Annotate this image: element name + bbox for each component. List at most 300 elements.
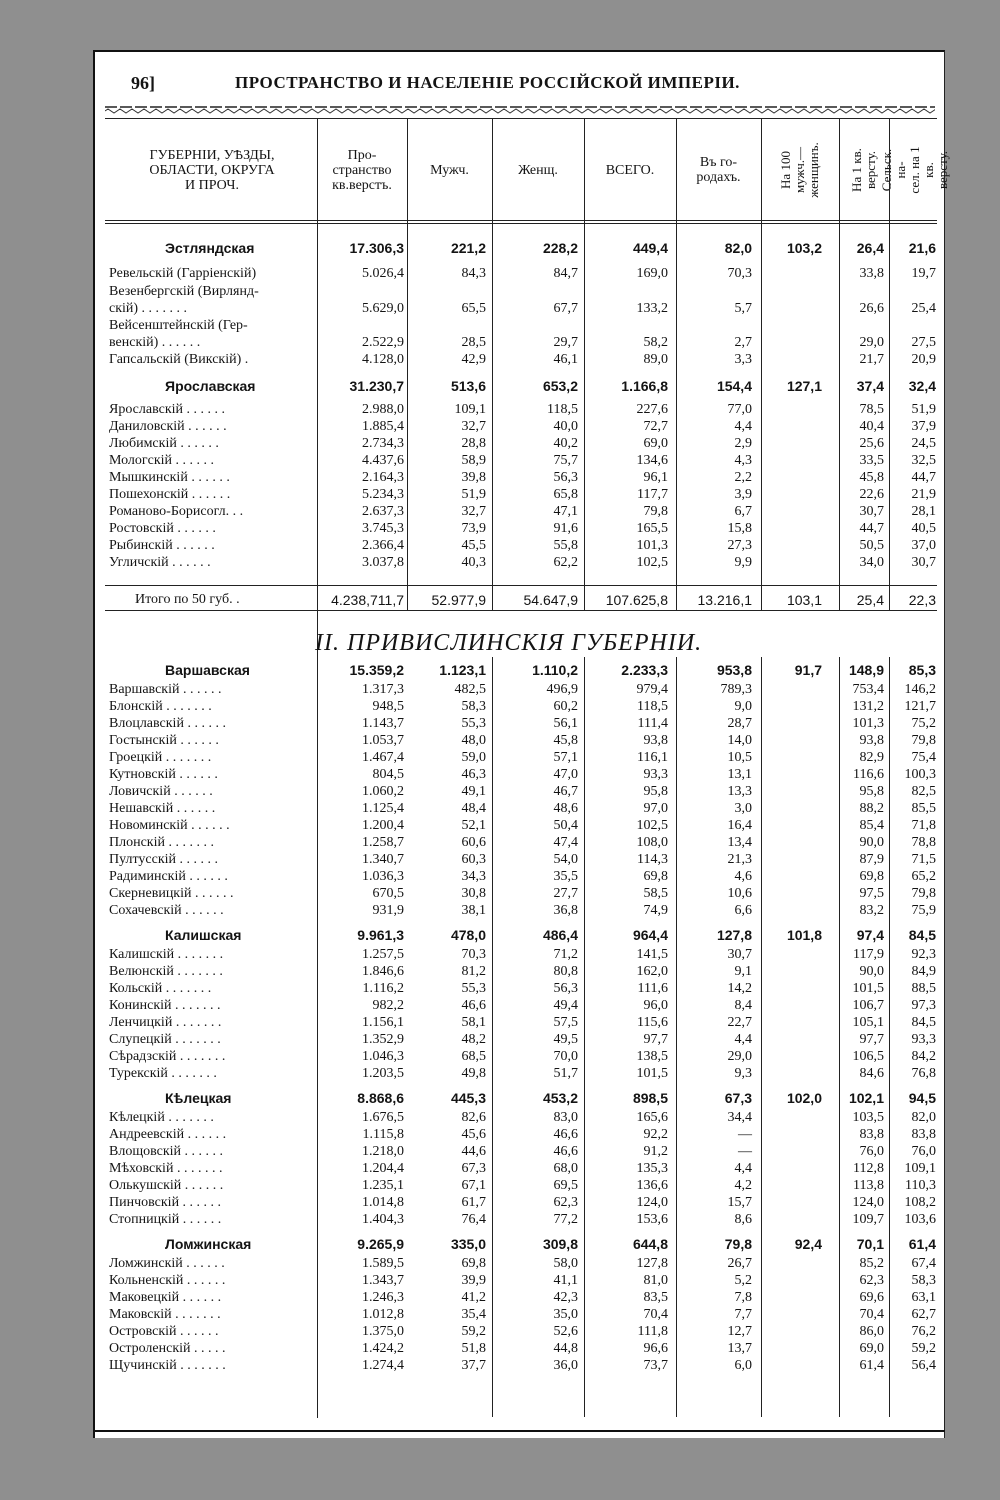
cell-density: 105,1 <box>852 1015 884 1030</box>
cell-area: 1.116,2 <box>362 981 404 996</box>
cell-female: 80,8 <box>553 964 578 979</box>
cell-towns: 10,5 <box>727 750 752 765</box>
row-name: Ревельскій (Гарріенскій) <box>109 266 257 281</box>
cell-total: 116,1 <box>637 750 668 765</box>
cell-area: 1.846,6 <box>362 964 404 979</box>
cell-density: 117,9 <box>853 947 884 962</box>
cell-density: 50,5 <box>859 538 884 553</box>
cell-density: 44,7 <box>859 521 884 536</box>
table-row <box>95 1256 944 1273</box>
cell-rural: 44,7 <box>911 470 936 485</box>
row-name: Угличскій . . . . . . <box>109 555 211 570</box>
row-rule <box>105 610 937 611</box>
cell-female: 67,7 <box>553 301 578 316</box>
cell-total: 111,4 <box>637 716 668 731</box>
cell-male: 51,8 <box>461 1341 486 1356</box>
table-row <box>95 716 944 733</box>
header-female: Женщ. <box>518 162 558 178</box>
cell-male: 28,8 <box>461 436 486 451</box>
cell-male: 84,3 <box>461 266 486 281</box>
cell-rural: 51,9 <box>911 402 936 417</box>
cell-female: 70,0 <box>553 1049 578 1064</box>
cell-towns: 14,0 <box>727 733 752 748</box>
cell-density: 109,7 <box>852 1212 884 1227</box>
cell-total: 136,6 <box>636 1178 668 1193</box>
row-name: Мѣховскій . . . . . . . <box>109 1161 223 1176</box>
cell-area: 1.014,8 <box>362 1195 404 1210</box>
cell-total: 115,6 <box>637 1015 668 1030</box>
row-name: Ловичскій . . . . . . <box>109 784 213 799</box>
cell-rural: 65,2 <box>911 869 936 884</box>
cell-total: 97,0 <box>643 801 668 816</box>
row-name: Маковецкій . . . . . . <box>109 1290 222 1305</box>
table-row <box>95 1290 944 1307</box>
section-title: II. ПРИВИСЛИНСКІЯ ГУБЕРНІИ. <box>315 630 703 656</box>
cell-area: 948,5 <box>372 699 404 714</box>
table-row <box>95 453 944 470</box>
row-name: Плонскій . . . . . . . <box>109 835 214 850</box>
cell-towns: 4,6 <box>734 869 752 884</box>
cell-male: 40,3 <box>461 555 486 570</box>
cell-male: 44,6 <box>461 1144 486 1159</box>
cell-female: 65,8 <box>553 487 578 502</box>
cell-female: 56,1 <box>553 716 578 731</box>
cell-total: 93,3 <box>643 767 668 782</box>
cell-towns: 9,3 <box>734 1066 752 1081</box>
cell-total: 69,0 <box>643 436 668 451</box>
row-name: Стопницкій . . . . . . <box>109 1212 222 1227</box>
cell-rural: 121,7 <box>904 699 936 714</box>
cell-per100: 92,4 <box>794 1236 822 1252</box>
cell-area: 1.375,0 <box>362 1324 404 1339</box>
cell-area: 5.026,4 <box>362 266 404 281</box>
row-name: Мологскій . . . . . . <box>109 453 215 468</box>
cell-total: 162,0 <box>636 964 668 979</box>
row-name: Вейсенштейнскій (Гер- <box>109 318 248 333</box>
row-name: Кольненскій . . . . . . <box>109 1273 226 1288</box>
cell-area: 1.115,8 <box>362 1127 404 1142</box>
cell-towns: 2,2 <box>734 470 752 485</box>
table-row <box>95 419 944 436</box>
header-name: ГУБЕРНІИ, УѢЗДЫ, ОБЛАСТИ, ОКРУГА И ПРОЧ. <box>149 147 275 193</box>
cell-rural: 84,5 <box>908 927 936 943</box>
running-title: ПРОСТРАНСТВО И НАСЕЛЕНІЕ РОССІЙСКОЙ ИМПЕРІИ. <box>235 73 740 92</box>
cell-female: 57,1 <box>553 750 578 765</box>
cell-density: 101,3 <box>852 716 884 731</box>
cell-total: 107.625,8 <box>605 592 668 608</box>
table-row <box>95 538 944 555</box>
cell-rural: 75,2 <box>911 716 936 731</box>
cell-area: 1.156,1 <box>362 1015 404 1030</box>
cell-towns: 4,2 <box>734 1178 752 1193</box>
table-row <box>95 266 944 283</box>
cell-rural: 76,0 <box>911 1144 936 1159</box>
header-total: ВСЕГО. <box>605 162 655 178</box>
cell-male: 49,8 <box>461 1066 486 1081</box>
row-name: Кѣлецкій . . . . . . . <box>109 1110 214 1125</box>
cell-female: 62,2 <box>553 555 578 570</box>
cell-towns: 15,8 <box>727 521 752 536</box>
cell-total: 127,8 <box>636 1256 668 1271</box>
cell-male: 67,1 <box>461 1178 486 1193</box>
cell-rural: 110,3 <box>905 1178 936 1193</box>
cell-total: 165,6 <box>636 1110 668 1125</box>
cell-density: 30,7 <box>859 504 884 519</box>
cell-rural: 61,4 <box>908 1236 936 1252</box>
cell-rural: 19,7 <box>911 266 936 281</box>
governorate-row <box>95 1090 944 1107</box>
cell-total: 96,1 <box>643 470 668 485</box>
cell-female: 83,0 <box>553 1110 578 1125</box>
cell-rural: 63,1 <box>911 1290 936 1305</box>
cell-male: 1.123,1 <box>439 662 486 678</box>
cell-male: 221,2 <box>450 240 486 256</box>
cell-density: 87,9 <box>859 852 884 867</box>
row-name: Влоцлавскій . . . . . . <box>109 716 226 731</box>
cell-rural: 78,8 <box>911 835 936 850</box>
row-name: Конинскій . . . . . . . <box>109 998 221 1013</box>
table-row <box>95 335 944 352</box>
cell-rural: 92,3 <box>911 947 936 962</box>
cell-area: 1.203,5 <box>362 1066 404 1081</box>
cell-area: 1.274,4 <box>362 1358 404 1373</box>
table-row <box>95 487 944 504</box>
cell-towns: — <box>738 1127 752 1142</box>
cell-towns: 12,7 <box>727 1324 752 1339</box>
cell-total: 92,2 <box>643 1127 668 1142</box>
table-row <box>95 869 944 886</box>
row-name: Сохачевскій . . . . . . <box>109 903 224 918</box>
table-row <box>95 1273 944 1290</box>
cell-male: 58,3 <box>461 699 486 714</box>
cell-area: 1.060,2 <box>362 784 404 799</box>
row-name: Ломжинскій . . . . . . <box>109 1256 225 1271</box>
cell-male: 28,5 <box>461 335 486 350</box>
cell-rural: 75,9 <box>911 903 936 918</box>
cell-total: 93,8 <box>643 733 668 748</box>
header-density: На 1 кв. версту. <box>849 148 878 192</box>
cell-male: 37,7 <box>461 1358 486 1373</box>
cell-female: 486,4 <box>542 927 578 943</box>
cell-density: 33,8 <box>859 266 884 281</box>
cell-female: 55,8 <box>553 538 578 553</box>
cell-total: 153,6 <box>636 1212 668 1227</box>
cell-rural: 22,3 <box>908 592 936 608</box>
cell-area: 2.164,3 <box>362 470 404 485</box>
cell-female: 45,8 <box>553 733 578 748</box>
cell-total: 138,5 <box>636 1049 668 1064</box>
cell-rural: 40,5 <box>911 521 936 536</box>
cell-rural: 30,7 <box>911 555 936 570</box>
cell-total: 96,6 <box>643 1341 668 1356</box>
row-name: Маковскій . . . . . . . <box>109 1307 221 1322</box>
cell-female: 54.647,9 <box>523 592 578 608</box>
cell-female: 653,2 <box>542 378 578 394</box>
cell-area: 1.235,1 <box>362 1178 404 1193</box>
cell-total: 117,7 <box>637 487 668 502</box>
header-rural: Сельск. на- сел. на 1 кв. версту. <box>879 146 950 194</box>
page-number: 96] <box>131 73 155 93</box>
cell-density: 69,6 <box>859 1290 884 1305</box>
table-row <box>95 1161 944 1178</box>
cell-total: 102,5 <box>636 555 668 570</box>
cell-male: 82,6 <box>461 1110 486 1125</box>
cell-towns: 70,3 <box>727 266 752 281</box>
row-name: Новоминскій . . . . . . <box>109 818 230 833</box>
cell-towns: 8,4 <box>734 998 752 1013</box>
row-name: Остроленскій . . . . . <box>109 1341 226 1356</box>
cell-male: 513,6 <box>450 378 486 394</box>
cell-male: 49,1 <box>461 784 486 799</box>
cell-towns: 22,7 <box>727 1015 752 1030</box>
cell-towns: 4,4 <box>734 1032 752 1047</box>
cell-total: 124,0 <box>636 1195 668 1210</box>
cell-area: 5.234,3 <box>362 487 404 502</box>
header-per100: На 100 мужч.— женщинъ. <box>778 142 821 198</box>
cell-density: 124,0 <box>852 1195 884 1210</box>
cell-female: 47,0 <box>553 767 578 782</box>
cell-male: 38,1 <box>461 903 486 918</box>
cell-rural: 27,5 <box>911 335 936 350</box>
cell-rural: 71,5 <box>911 852 936 867</box>
cell-area: 1.676,5 <box>362 1110 404 1125</box>
cell-rural: 20,9 <box>911 352 936 367</box>
cell-male: 45,5 <box>461 538 486 553</box>
cell-female: 35,5 <box>553 869 578 884</box>
cell-area: 982,2 <box>372 998 404 1013</box>
cell-density: 70,4 <box>859 1307 884 1322</box>
table-row <box>95 733 944 750</box>
cell-area: 670,5 <box>372 886 404 901</box>
row-name: Влощовскій . . . . . . <box>109 1144 224 1159</box>
cell-area: 4.128,0 <box>362 352 404 367</box>
cell-male: 65,5 <box>461 301 486 316</box>
cell-area: 31.230,7 <box>349 378 404 394</box>
cell-density: 26,4 <box>856 240 884 256</box>
cell-female: 46,6 <box>553 1127 578 1142</box>
cell-total: 70,4 <box>643 1307 668 1322</box>
cell-male: 58,1 <box>461 1015 486 1030</box>
cell-density: 753,4 <box>852 682 884 697</box>
cell-male: 59,2 <box>461 1324 486 1339</box>
header-towns: Въ го- родахъ. <box>696 155 741 185</box>
row-name: Пинчовскій . . . . . . <box>109 1195 222 1210</box>
table-row <box>95 699 944 716</box>
cell-rural: 21,9 <box>911 487 936 502</box>
cell-area: 1.404,3 <box>362 1212 404 1227</box>
cell-density: 40,4 <box>859 419 884 434</box>
total-row <box>95 592 944 609</box>
row-name: Даниловскій . . . . . . <box>109 419 227 434</box>
cell-rural: 100,3 <box>904 767 936 782</box>
cell-total: 101,5 <box>636 1066 668 1081</box>
cell-towns: 953,8 <box>716 662 752 678</box>
cell-male: 60,3 <box>461 852 486 867</box>
cell-rural: 75,4 <box>911 750 936 765</box>
cell-area: 1.046,3 <box>362 1049 404 1064</box>
cell-area: 3.037,8 <box>362 555 404 570</box>
cell-density: 22,6 <box>859 487 884 502</box>
cell-towns: — <box>738 1144 752 1159</box>
cell-rural: 84,2 <box>911 1049 936 1064</box>
row-name: Сѣрадзскій . . . . . . . <box>109 1049 226 1064</box>
row-name: Кѣлецкая <box>165 1090 232 1106</box>
cell-towns: 127,8 <box>716 927 752 943</box>
cell-density: 21,7 <box>859 352 884 367</box>
cell-density: 34,0 <box>859 555 884 570</box>
cell-male: 478,0 <box>450 927 486 943</box>
cell-towns: 4,4 <box>734 1161 752 1176</box>
cell-rural: 32,5 <box>911 453 936 468</box>
row-name: Слупецкій . . . . . . . <box>109 1032 221 1047</box>
table-row <box>95 436 944 453</box>
cell-female: 54,0 <box>553 852 578 867</box>
cell-area: 1.125,4 <box>362 801 404 816</box>
row-name: Радиминскій . . . . . . <box>109 869 228 884</box>
table-row <box>95 767 944 784</box>
cell-density: 61,4 <box>859 1358 884 1373</box>
cell-area: 5.629,0 <box>362 301 404 316</box>
cell-towns: 13,1 <box>727 767 752 782</box>
cell-density: 90,0 <box>859 964 884 979</box>
cell-male: 58,9 <box>461 453 486 468</box>
cell-density: 26,6 <box>859 301 884 316</box>
cell-male: 52.977,9 <box>431 592 486 608</box>
cell-per100: 101,8 <box>786 927 822 943</box>
cell-towns: 154,4 <box>716 378 752 394</box>
cell-male: 48,4 <box>461 801 486 816</box>
governorate-row <box>95 378 944 395</box>
governorate-row <box>95 662 944 679</box>
cell-area: 2.734,3 <box>362 436 404 451</box>
cell-female: 84,7 <box>553 266 578 281</box>
cell-area: 1.053,7 <box>362 733 404 748</box>
cell-towns: 3,9 <box>734 487 752 502</box>
cell-total: 73,7 <box>643 1358 668 1373</box>
cell-male: 39,9 <box>461 1273 486 1288</box>
cell-male: 46,6 <box>461 998 486 1013</box>
cell-female: 51,7 <box>553 1066 578 1081</box>
wavy-rule <box>105 104 935 114</box>
cell-female: 42,3 <box>553 1290 578 1305</box>
table-row <box>95 1066 944 1083</box>
cell-density: 116,6 <box>853 767 884 782</box>
cell-area: 804,5 <box>372 767 404 782</box>
cell-total: 2.233,3 <box>621 662 668 678</box>
cell-area: 1.352,9 <box>362 1032 404 1047</box>
cell-female: 36,8 <box>553 903 578 918</box>
cell-male: 35,4 <box>461 1307 486 1322</box>
cell-towns: 5,7 <box>734 301 752 316</box>
cell-towns: 7,7 <box>734 1307 752 1322</box>
cell-female: 40,2 <box>553 436 578 451</box>
cell-female: 48,6 <box>553 801 578 816</box>
cell-rural: 56,4 <box>911 1358 936 1373</box>
cell-female: 49,4 <box>553 998 578 1013</box>
cell-towns: 27,3 <box>727 538 752 553</box>
cell-area: 17.306,3 <box>349 240 404 256</box>
cell-density: 25,4 <box>856 592 884 608</box>
cell-area: 4.238,711,7 <box>331 592 404 608</box>
cell-male: 34,3 <box>461 869 486 884</box>
cell-density: 97,5 <box>859 886 884 901</box>
table-row <box>95 521 944 538</box>
cell-rural: 59,2 <box>911 1341 936 1356</box>
cell-area: 1.343,7 <box>362 1273 404 1288</box>
cell-towns: 26,7 <box>727 1256 752 1271</box>
cell-male: 81,2 <box>461 964 486 979</box>
cell-area: 1.340,7 <box>362 852 404 867</box>
cell-towns: 6,6 <box>734 903 752 918</box>
cell-male: 48,0 <box>461 733 486 748</box>
cell-towns: 2,7 <box>734 335 752 350</box>
table-header <box>95 120 950 220</box>
cell-towns: 9,0 <box>734 699 752 714</box>
cell-male: 52,1 <box>461 818 486 833</box>
cell-rural: 103,6 <box>904 1212 936 1227</box>
cell-female: 46,6 <box>553 1144 578 1159</box>
cell-rural: 82,0 <box>911 1110 936 1125</box>
cell-rural: 84,5 <box>911 1015 936 1030</box>
cell-male: 109,1 <box>454 402 486 417</box>
cell-area: 1.246,3 <box>362 1290 404 1305</box>
table-row <box>95 1358 944 1375</box>
cell-female: 60,2 <box>553 699 578 714</box>
table-row <box>95 504 944 521</box>
table-row <box>95 1015 944 1032</box>
cell-female: 71,2 <box>553 947 578 962</box>
header-area: Про- странство кв.верстъ. <box>332 147 392 193</box>
row-name: скій) . . . . . . . <box>109 301 188 316</box>
cell-total: 58,2 <box>643 335 668 350</box>
cell-female: 118,5 <box>547 402 578 417</box>
cell-female: 52,6 <box>553 1324 578 1339</box>
cell-total: 108,0 <box>636 835 668 850</box>
cell-area: 2.522,9 <box>362 335 404 350</box>
cell-male: 55,3 <box>461 981 486 996</box>
bottom-rule <box>93 1430 945 1432</box>
cell-total: 1.166,8 <box>621 378 668 394</box>
row-name: Ломжинская <box>165 1236 252 1252</box>
table-row <box>95 1049 944 1066</box>
cell-male: 30,8 <box>461 886 486 901</box>
cell-towns: 6,0 <box>734 1358 752 1373</box>
cell-male: 46,3 <box>461 767 486 782</box>
row-name: Мышкинскій . . . . . . <box>109 470 230 485</box>
cell-density: 82,9 <box>859 750 884 765</box>
cell-female: 228,2 <box>542 240 578 256</box>
cell-female: 35,0 <box>553 1307 578 1322</box>
governorate-row <box>95 927 944 944</box>
row-name: Кольскій . . . . . . . <box>109 981 212 996</box>
document-page <box>93 50 950 1438</box>
cell-towns: 13.216,1 <box>697 592 752 608</box>
cell-towns: 6,7 <box>734 504 752 519</box>
cell-female: 58,0 <box>553 1256 578 1271</box>
cell-towns: 13,3 <box>727 784 752 799</box>
cell-rural: 83,8 <box>911 1127 936 1142</box>
row-name: Итого по 50 губ. . <box>135 592 240 607</box>
cell-towns: 67,3 <box>724 1090 752 1106</box>
cell-density: 95,8 <box>859 784 884 799</box>
cell-female: 309,8 <box>542 1236 578 1252</box>
cell-density: 131,2 <box>852 699 884 714</box>
cell-area: 9.961,3 <box>357 927 404 943</box>
cell-towns: 79,8 <box>724 1236 752 1252</box>
row-name: Турекскій . . . . . . . <box>109 1066 217 1081</box>
cell-total: 979,4 <box>636 682 668 697</box>
row-rule <box>105 585 937 586</box>
